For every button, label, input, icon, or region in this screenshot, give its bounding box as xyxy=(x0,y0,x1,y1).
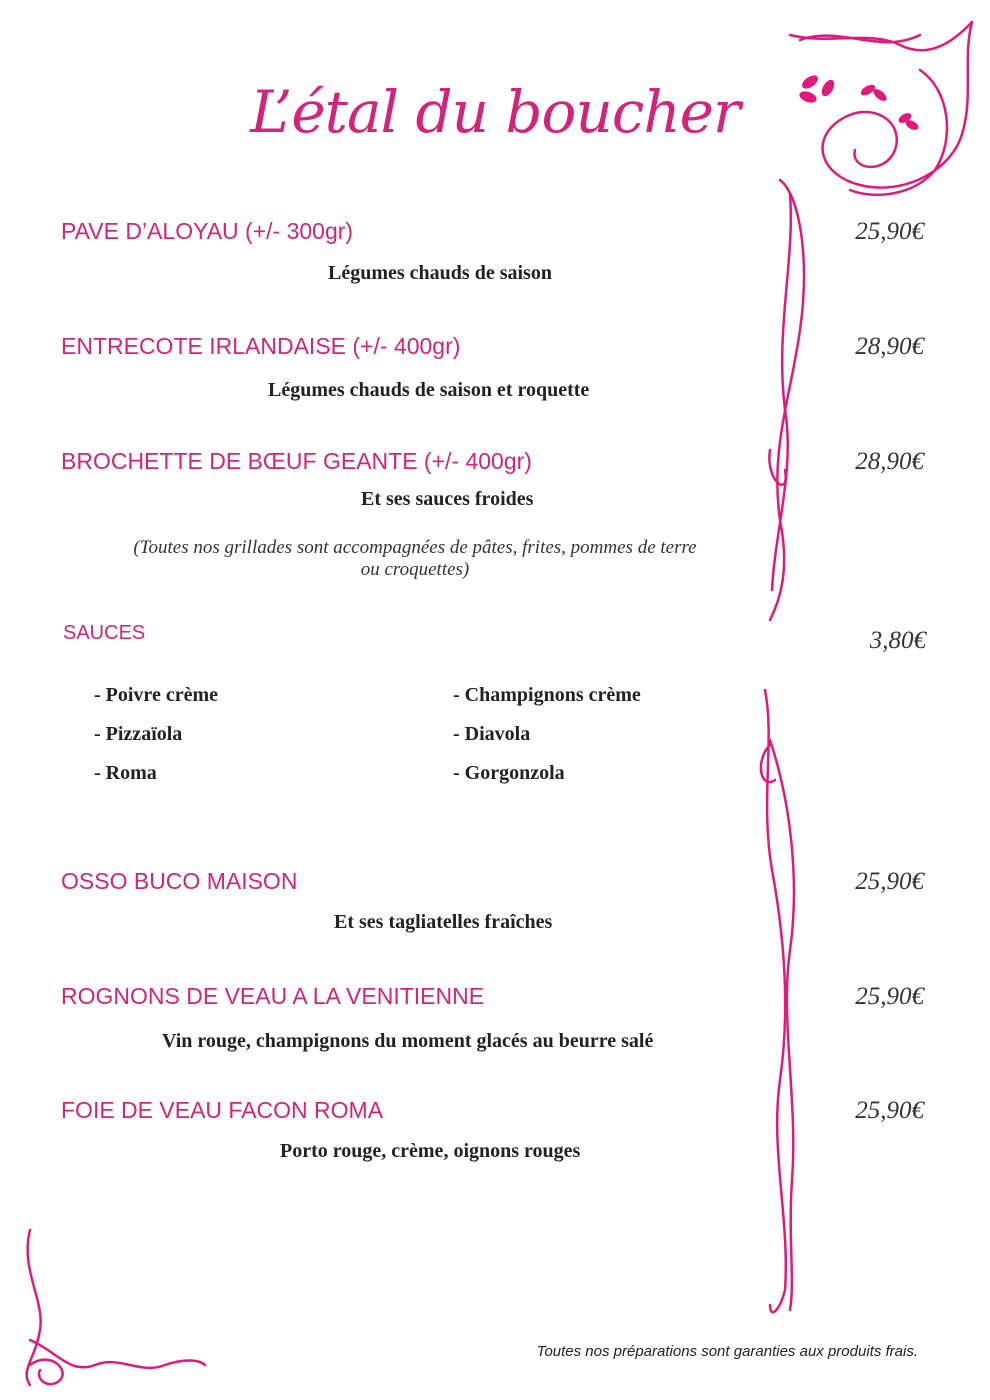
dish-name: ROGNONS DE VEAU A LA VENITIENNE xyxy=(61,983,485,1009)
dish-description: Légumes chauds de saison et roquette xyxy=(268,379,590,401)
sauce-item: - Pizzaïola xyxy=(94,723,183,745)
sauces-price: 3,80€ xyxy=(869,627,926,654)
dish-name: OSSO BUCO MAISON xyxy=(61,868,298,894)
dish-price: 25,90€ xyxy=(855,218,924,245)
footer-note: Toutes nos préparations sont garanties aux produits frais. xyxy=(536,1343,918,1360)
grill-note-line-1: (Toutes nos grillades sont accompagnées de pâtes, frites, pommes de terre xyxy=(133,537,697,558)
dish-name: ENTRECOTE IRLANDAISE (+/- 400gr) xyxy=(61,333,461,359)
dish-name: BROCHETTE DE BŒUF GEANTE (+/- 400gr) xyxy=(61,448,532,474)
dish-price: 25,90€ xyxy=(855,868,924,895)
grill-note-line-2: ou croquettes) xyxy=(360,559,470,580)
sauce-item: - Gorgonzola xyxy=(453,762,565,784)
sauce-item: - Poivre crème xyxy=(94,684,218,706)
dish-name: FOIE DE VEAU FACON ROMA xyxy=(61,1097,384,1123)
dish-name: PAVE D’ALOYAU (+/- 300gr) xyxy=(61,218,354,244)
dish-description: Légumes chauds de saison xyxy=(328,262,552,284)
dish-price: 28,90€ xyxy=(855,333,924,360)
sauces-title: SAUCES xyxy=(63,622,146,644)
dish-price: 28,90€ xyxy=(855,448,924,475)
page-title: L’étal du boucher xyxy=(250,78,740,146)
grill-note xyxy=(80,537,750,581)
dish-description: Porto rouge, crème, oignons rouges xyxy=(280,1140,581,1162)
dish-description: Vin rouge, champignons du moment glacés au beurre salé xyxy=(162,1030,654,1052)
sauce-item: - Champignons crème xyxy=(453,684,641,706)
dish-description: Et ses tagliatelles fraîches xyxy=(334,911,553,933)
dish-description: Et ses sauces froides xyxy=(361,488,534,510)
sauce-item: - Roma xyxy=(94,762,157,784)
dish-price: 25,90€ xyxy=(855,1097,924,1124)
dish-price: 25,90€ xyxy=(855,983,924,1010)
sauce-item: - Diavola xyxy=(453,723,531,745)
